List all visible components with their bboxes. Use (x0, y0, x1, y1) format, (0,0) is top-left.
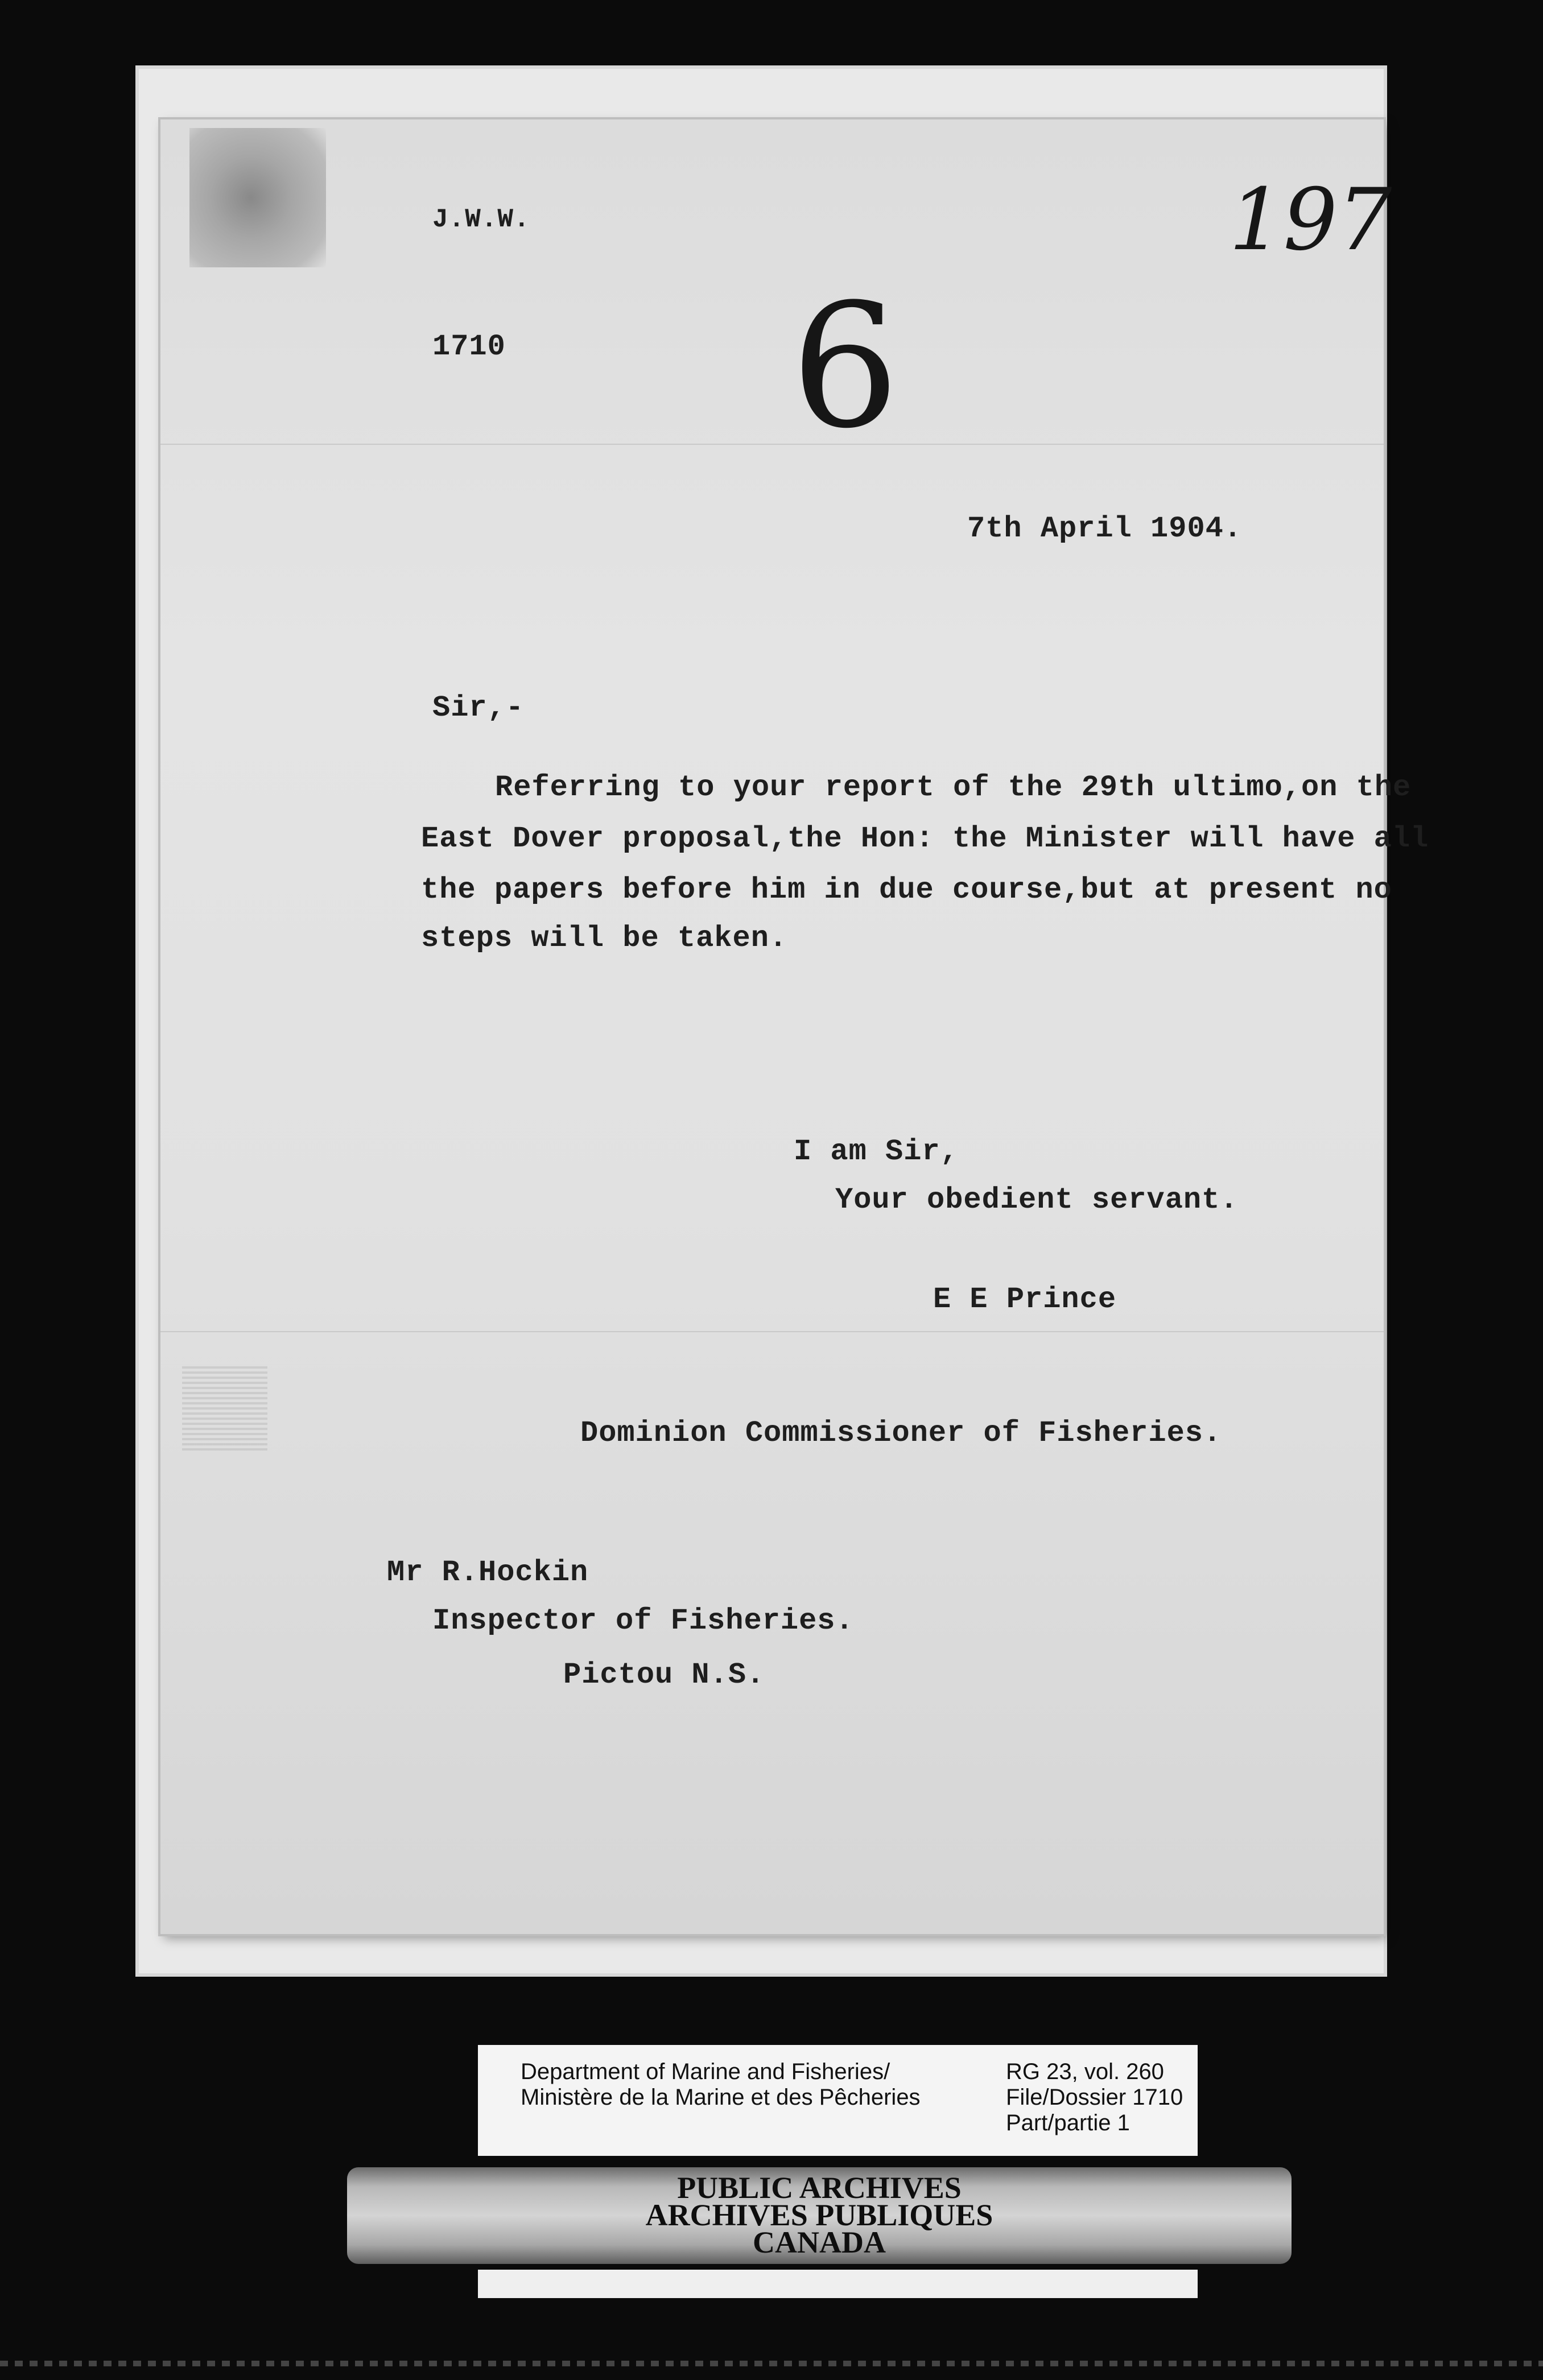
body-line: East Dover proposal,the Hon: the Minister will have all (421, 822, 1429, 856)
body-line: steps will be taken. (421, 922, 788, 955)
initials: J.W.W. (432, 205, 530, 234)
signature: E E Prince (933, 1283, 1117, 1316)
salutation: Sir,- (432, 691, 525, 725)
archives-stamp (347, 2167, 1292, 2264)
archive-part: Part/partie 1 (1006, 2110, 1130, 2135)
faded-stamp (182, 1365, 267, 1451)
bottom-strip (478, 2270, 1198, 2298)
addressee-place: Pictou N.S. (563, 1658, 765, 1692)
film-edge (0, 2361, 1543, 2366)
archives-line: ARCHIVES PUBLIQUES (645, 2198, 993, 2232)
archives-line: PUBLIC ARCHIVES (677, 2171, 962, 2205)
archive-file: File/Dossier 1710 (1006, 2085, 1183, 2110)
addressee-name: Mr R.Hockin (387, 1556, 589, 1589)
closing-line: I am Sir, (794, 1135, 959, 1168)
department-fr: Ministère de la Marine et des Pêcheries (521, 2085, 921, 2110)
handwritten-mark: 6 (791, 267, 900, 466)
letter-date: 7th April 1904. (967, 512, 1243, 546)
archive-reference: RG 23, vol. 260 (1006, 2059, 1164, 2084)
folio-number: 197 (1229, 171, 1392, 270)
letter-sheet (160, 119, 1384, 1934)
body-line: the papers before him in due course,but at present no (421, 873, 1392, 907)
archives-line: CANADA (753, 2225, 886, 2259)
file-number: 1710 (432, 330, 506, 363)
closing-line: Your obedient servant. (835, 1183, 1239, 1217)
body-line: Referring to your report of the 29th ultimo,on the (495, 771, 1412, 804)
fold-line (160, 444, 1384, 445)
signatory-title: Dominion Commissioner of Fisheries. (580, 1416, 1222, 1450)
addressee-title: Inspector of Fisheries. (432, 1604, 854, 1638)
fold-line (160, 1331, 1384, 1332)
paper-stain (189, 128, 326, 267)
department-en: Department of Marine and Fisheries/ (521, 2059, 890, 2084)
